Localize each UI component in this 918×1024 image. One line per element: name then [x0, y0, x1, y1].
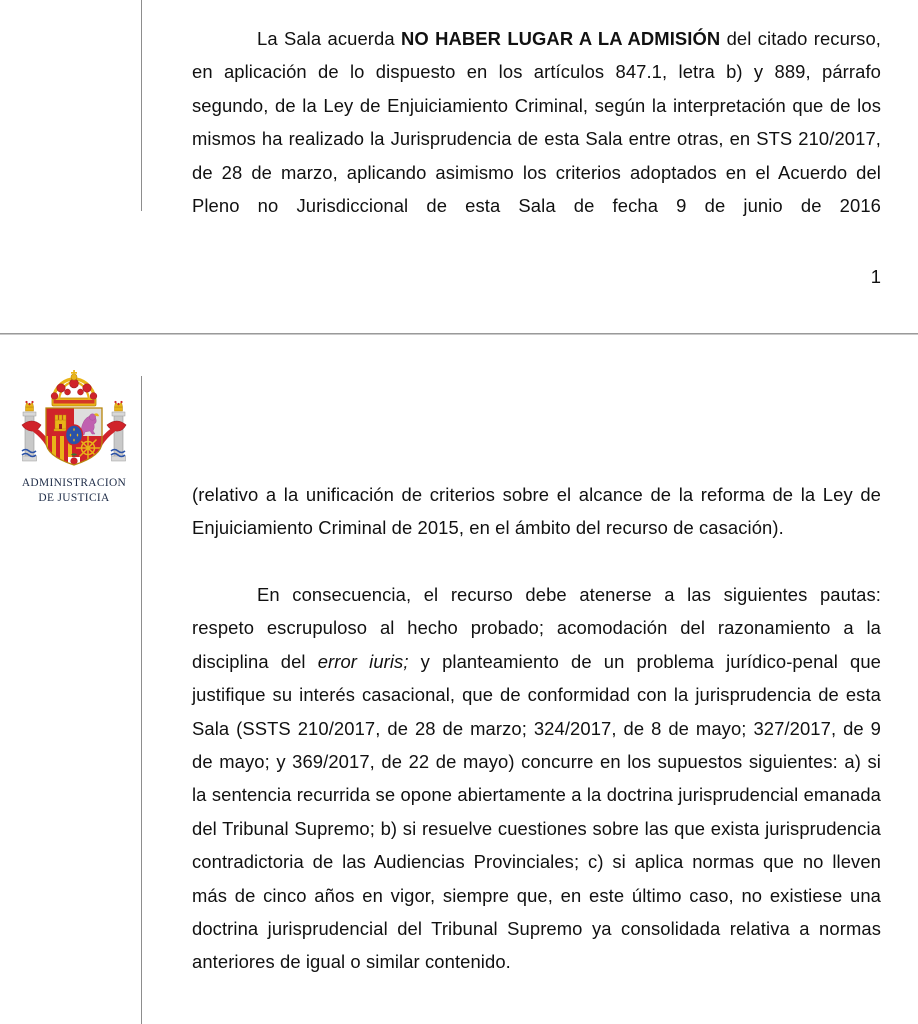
resolution-emphasis: NO HABER LUGAR A LA ADMISIÓN: [401, 28, 721, 49]
emblem-block: [12, 368, 136, 505]
left-margin-rule-upper: [141, 0, 142, 211]
resolution-text-rest: del citado recurso, en aplicación de lo dispuesto en los artículos 847.1, letra b) y 889, párrafo segundo, de la Ley de Enjuiciamiento Criminal, según la interpretación que de los mismos ha realizado la Jurisprudencia de esta Sala entre otras, en STS 210/2017, de 28 de marzo, aplicando asimismo los criterios adoptados en el Acuerdo del Pleno no Jurisdiccional de esta Sala de fecha 9 de junio de 2016: [192, 28, 881, 217]
coat-of-arms-of-spain-icon: [15, 368, 133, 476]
resolution-text-lead: La Sala acuerda: [257, 28, 401, 49]
paragraph-block-resolution: [192, 22, 881, 256]
pautas-text-lead: En consecuencia, el recurso debe atenerse a las siguientes pautas: respeto escrupuloso al hecho probado; acomodación del razonamiento a la disciplina del: [192, 584, 881, 672]
emblem-caption-line2: DE JUSTICIA: [38, 491, 110, 504]
pautas-text-rest: y planteamiento de un problema jurídico-penal que justifique su interés casacional, que de conformidad con la jurisprudencia de esta Sala (SSTS 210/2017, de 28 de marzo; 324/2017, de 8 de mayo; 327/2017, de 9 de mayo; y 369/2017, de 22 de mayo) concurre en los supuestos siguientes: a) si la sentencia recurrida se opone abiertamente a la doctrina jurisprudencial emanada del Tribunal Supremo; b) si resuelve cuestiones sobre las que exista jurisprudencia contradictoria de las Audiencias Provinciales; c) si aplica normas que no lleven más de cinco años en vigor, siempre que, en este último caso, no existiese una doctrina jurisprudencial del Tribunal Supremo ya consolidada relativa a normas anteriores de igual o similar contenido.: [192, 650, 882, 973]
emblem-caption-line1: ADMINISTRACION: [21, 477, 127, 489]
paragraph-parenthetical: (relativo a la unificación de criterios sobre el alcance de la reforma de la Ley de Enjuiciamiento Criminal de 2015, en el ámbito del recurso de casación).: [192, 484, 881, 539]
paragraph-pautas: [192, 578, 881, 979]
left-margin-rule-lower: [141, 376, 142, 1024]
page-number: 1: [870, 266, 881, 287]
page-break-separator: [0, 333, 918, 335]
paragraph-resolution: [192, 22, 881, 256]
pautas-latin-term: error iuris;: [317, 650, 409, 672]
paragraph-block-parenthetical: [192, 478, 881, 545]
paragraph-block-pautas: [192, 578, 881, 979]
